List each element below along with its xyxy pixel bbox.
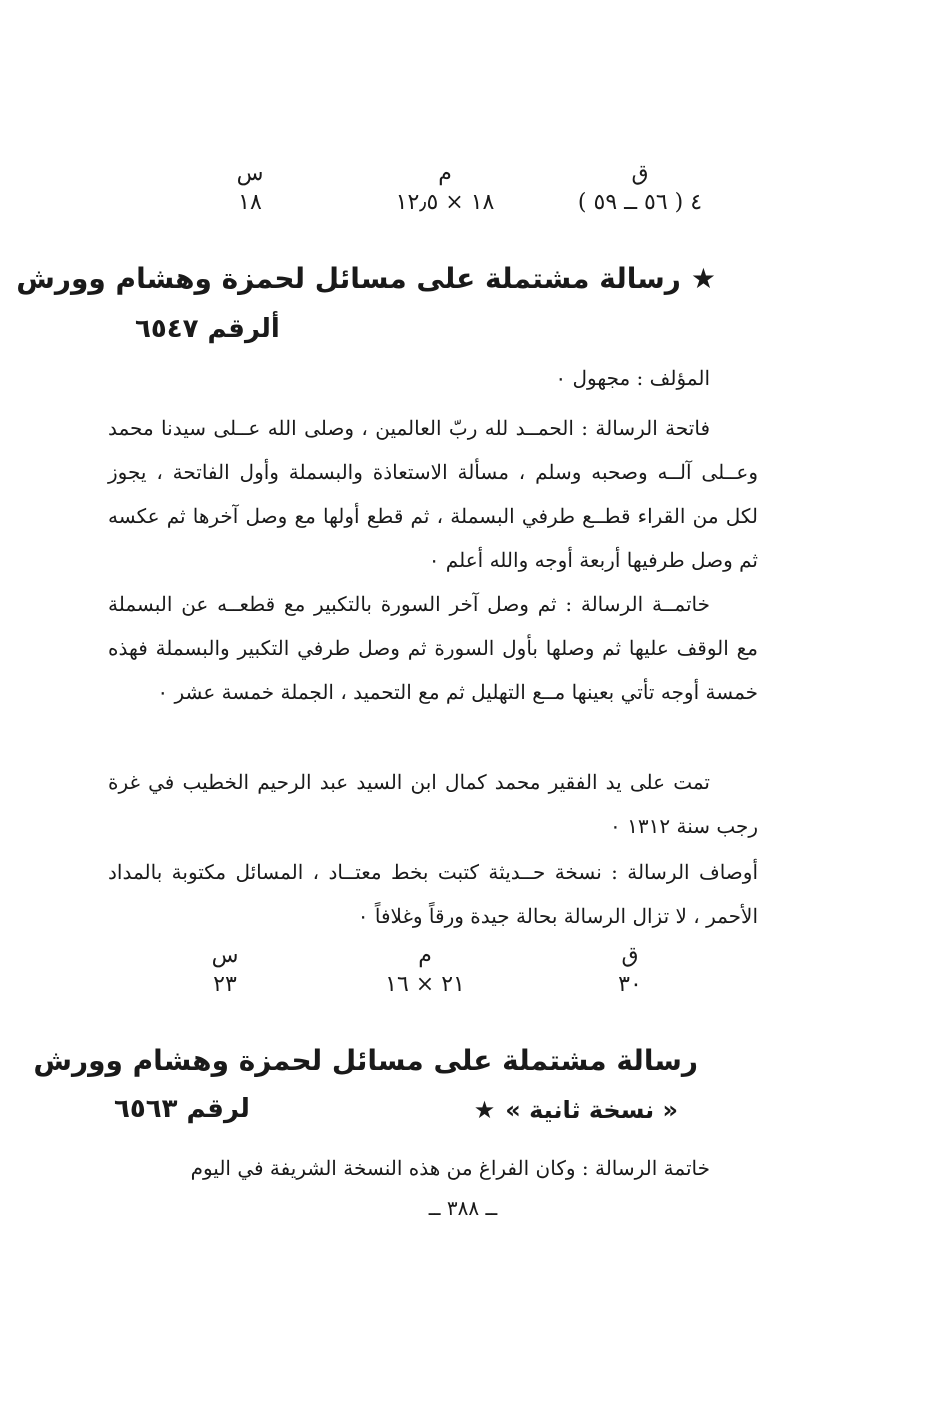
entry1-author: المؤلف : مجهول ٠: [555, 366, 710, 390]
entry2-subtitle: [474, 1096, 678, 1124]
meta-m: [345, 160, 545, 218]
entry1-description: أوصاف الرسالة : نسخة حــديثة كتبت بخط معتــاد ، المسائل مكتوبة بالمداد الأحمر ، لا تزال الرسالة بحالة جيدة ورقاً وغلافاً ٠: [108, 860, 758, 928]
meta-q: [540, 160, 740, 218]
entry1-meta-m-value: ٢١ × ١٦: [385, 972, 465, 997]
header-metadata-row: [0, 160, 926, 224]
entry1-title: [16, 262, 716, 295]
entry2-closing: خاتمة الرسالة : وكان الفراغ من هذه النسخة الشريفة في اليوم: [190, 1156, 710, 1180]
meta-s: [150, 160, 350, 218]
entry1-opening: فاتحة الرسالة : الحمــد لله ربّ العالمين ، وصلى الله عــلى سيدنا محمد وعــلى آلــه وصحبه وسلم ، مسألة الاستعاذة والبسملة وأول الفاتحة ، يجوز لكل من القراء قطــع طرفي البسملة ، ثم قطع أولها مع وصل آخرها ثم عكسه ثم وصل طرفيها أربعة أوجه والله أعلم ٠: [108, 416, 759, 572]
entry1-meta-q-value: ٣٠: [618, 972, 642, 997]
entry1-meta-s: [125, 942, 325, 1000]
entry1-meta-s-value: ٢٣: [213, 972, 237, 997]
entry1-meta-q-label: ق: [621, 943, 639, 968]
entry1-meta-s-label: س: [211, 943, 239, 968]
meta-q-value: ٤ ( ٥٦ ــ ٥٩ ): [577, 190, 703, 215]
entry2-number: لرقم ٦٥٦٣: [114, 1094, 250, 1124]
entry1-title-text: رسالة مشتملة على مسائل لحمزة وهشام وورش: [16, 262, 681, 295]
page-number: ــ ٣٨٨ ــ: [428, 1196, 498, 1220]
star-icon: ★: [690, 262, 716, 295]
entry2-title: رسالة مشتملة على مسائل لحمزة وهشام وورش: [33, 1044, 698, 1077]
entry1-number: ألرقم ٦٥٤٧: [135, 314, 280, 344]
entry1-metadata-row: [0, 942, 926, 1006]
meta-s-label: س: [236, 161, 264, 186]
meta-m-value: ١٨ × ١٢٫٥: [395, 190, 495, 215]
entry1-meta-q: [530, 942, 730, 1000]
entry2-subtitle-text: « نسخة ثانية »: [505, 1096, 678, 1124]
star-icon: ★: [473, 1096, 496, 1124]
entry1-meta-m-label: م: [418, 943, 432, 968]
entry1-colophon: تمت على يد الفقير محمد كمال ابن السيد عبد الرحيم الخطيب في غرة رجب سنة ١٣١٢ ٠: [108, 770, 758, 838]
meta-s-value: ١٨: [238, 190, 262, 215]
entry1-closing: خاتمــة الرسالة : ثم وصل آخر السورة بالتكبير مع قطعــه عن البسملة مع الوقف عليها ثم وصلها بأول السورة ثم وصل طرفي التكبير والبسملة فهذه خمسة أوجه تأتي بعينها مــع التهليل ثم مع التحميد ، الجملة خمسة عشر ٠: [108, 592, 758, 704]
meta-m-label: م: [438, 161, 452, 186]
meta-q-label: ق: [631, 161, 649, 186]
entry1-meta-m: [325, 942, 525, 1000]
